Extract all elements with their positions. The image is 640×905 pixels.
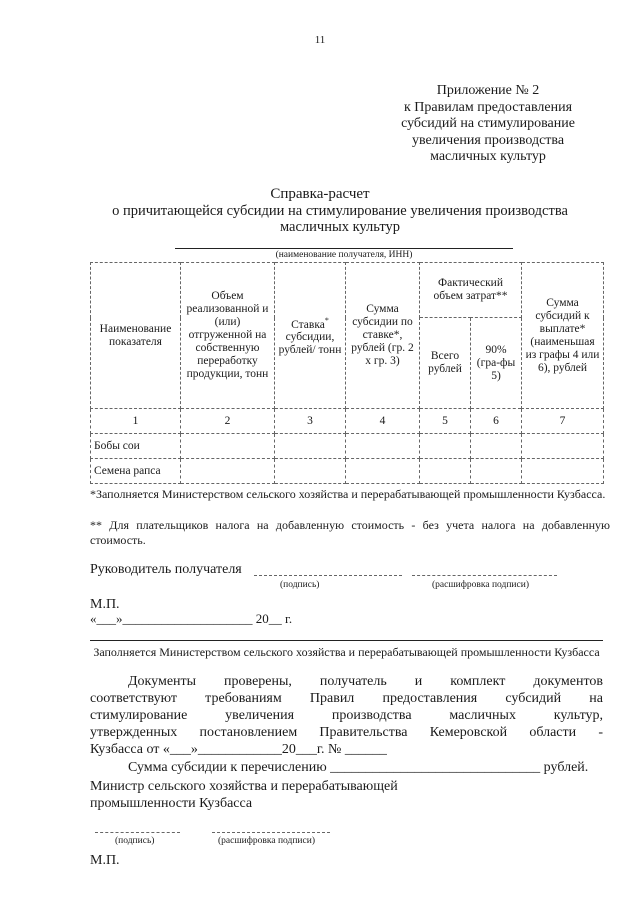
table-cell[interactable] xyxy=(275,459,346,484)
header-total: Всего рублей xyxy=(420,318,471,409)
header-sum-by-rate: Сумма субсидии по ставке*, рублей (гр. 2 х гр. 3) xyxy=(346,263,420,409)
appendix-line: Приложение № 2 xyxy=(436,83,540,98)
column-number: 5 xyxy=(420,409,471,434)
row-label: Семена рапса xyxy=(91,459,181,484)
appendix-block xyxy=(378,83,598,166)
appendix-line: субсидий на стимулирование xyxy=(401,116,575,131)
paragraph-line: Кузбасса от «___»____________20___г. № ______ xyxy=(90,742,387,757)
footnote-2: ** Для плательщиков налога на добавленную стоимость - без учета налога на добавленную стоимость. xyxy=(90,518,610,547)
filled-by-ministry-note: Заполняется Министерством сельского хозяйства и перерабатывающей промышленности Кузбасса xyxy=(93,645,600,659)
minister-title xyxy=(90,778,490,812)
table-row xyxy=(91,459,604,484)
column-number: 1 xyxy=(91,409,181,434)
header-rate xyxy=(275,263,346,409)
decoding-line[interactable] xyxy=(412,575,557,576)
column-number: 3 xyxy=(275,409,346,434)
table-cell[interactable] xyxy=(471,459,522,484)
minister-line: Министр сельского хозяйства и перерабатывающей xyxy=(90,779,398,794)
document-subtitle xyxy=(90,203,590,235)
header-sum-payout: Сумма субсидий к выплате* (наименьшая из графы 4 или 6), рублей xyxy=(522,263,604,409)
table-cell[interactable] xyxy=(181,434,275,459)
minister-signature-line[interactable] xyxy=(95,832,180,833)
header-ninety: 90% (гра-фы 5) xyxy=(471,318,522,409)
stamp-placeholder-2: М.П. xyxy=(90,853,120,868)
stamp-placeholder: М.П. xyxy=(90,597,120,612)
header-rate-sup: * xyxy=(324,315,329,325)
document-title: Справка-расчет xyxy=(270,186,370,202)
column-number: 7 xyxy=(522,409,604,434)
column-number: 6 xyxy=(471,409,522,434)
page-number: 11 xyxy=(314,34,326,46)
table-cell[interactable] xyxy=(522,459,604,484)
appendix-line: к Правилам предоставления xyxy=(403,99,573,115)
header-name: Наименование показателя xyxy=(91,263,181,409)
column-number: 4 xyxy=(346,409,420,434)
signature-line[interactable] xyxy=(254,575,402,576)
section-divider xyxy=(90,640,603,641)
minister-signature-caption: (подпись) xyxy=(115,836,155,846)
minister-decoding-line[interactable] xyxy=(212,832,330,833)
footnote-1: *Заполняется Министерством сельского хозяйства и перерабатывающей промышленности Кузбасса. xyxy=(90,487,606,501)
paragraph-line: утвержденных постановлением Правительства Кемеровской области - xyxy=(90,725,603,740)
minister-decoding-caption: (расшифровка подписи) xyxy=(218,836,315,846)
header-volume: Объем реализованной и (или) отгруженной на собственную переработку продукции, тонн xyxy=(181,263,275,409)
paragraph-line: Документы проверены, получатель и комплект документов xyxy=(128,674,603,689)
table-cell[interactable] xyxy=(420,459,471,484)
column-number: 2 xyxy=(181,409,275,434)
head-of-recipient-label: Руководитель получателя xyxy=(90,562,242,577)
signature-caption: (подпись) xyxy=(280,580,320,590)
minister-line: промышленности Кузбасса xyxy=(90,796,253,811)
appendix-line: масличных культур xyxy=(430,149,546,164)
row-label: Бобы сои xyxy=(91,434,181,459)
table-cell[interactable] xyxy=(471,434,522,459)
table-cell[interactable] xyxy=(346,434,420,459)
paragraph-line: стимулирование увеличения производства масличных культур, xyxy=(90,708,603,723)
table-cell[interactable] xyxy=(346,459,420,484)
table-cell[interactable] xyxy=(522,434,604,459)
recipient-input-line[interactable] xyxy=(175,248,513,249)
verification-paragraph xyxy=(90,673,603,758)
header-rate-rest: субсидии, рублей/ тонн xyxy=(278,331,342,357)
decoding-caption: (расшифровка подписи) xyxy=(432,580,529,590)
appendix-line: увеличения производства xyxy=(411,132,565,148)
table-cell[interactable] xyxy=(181,459,275,484)
header-rate-label: Ставка xyxy=(291,318,325,331)
header-actual-costs: Фактический объем затрат** xyxy=(420,263,522,318)
paragraph-line: соответствуют требованиям Правил предоставления субсидий на xyxy=(90,691,603,706)
table-cell[interactable] xyxy=(275,434,346,459)
subsidy-sum-line[interactable]: Сумма субсидии к перечислению ______________________________ рублей. xyxy=(128,760,589,775)
table-cell[interactable] xyxy=(420,434,471,459)
subtitle-line: о причитающейся субсидии на стимулирование увеличения производства xyxy=(112,203,568,219)
calculation-table xyxy=(90,262,604,484)
table-row xyxy=(91,434,604,459)
date-line[interactable]: «___»____________________ 20__ г. xyxy=(90,611,293,626)
recipient-caption: (наименование получателя, ИНН) xyxy=(275,250,413,260)
subtitle-line: масличных культур xyxy=(279,219,400,235)
